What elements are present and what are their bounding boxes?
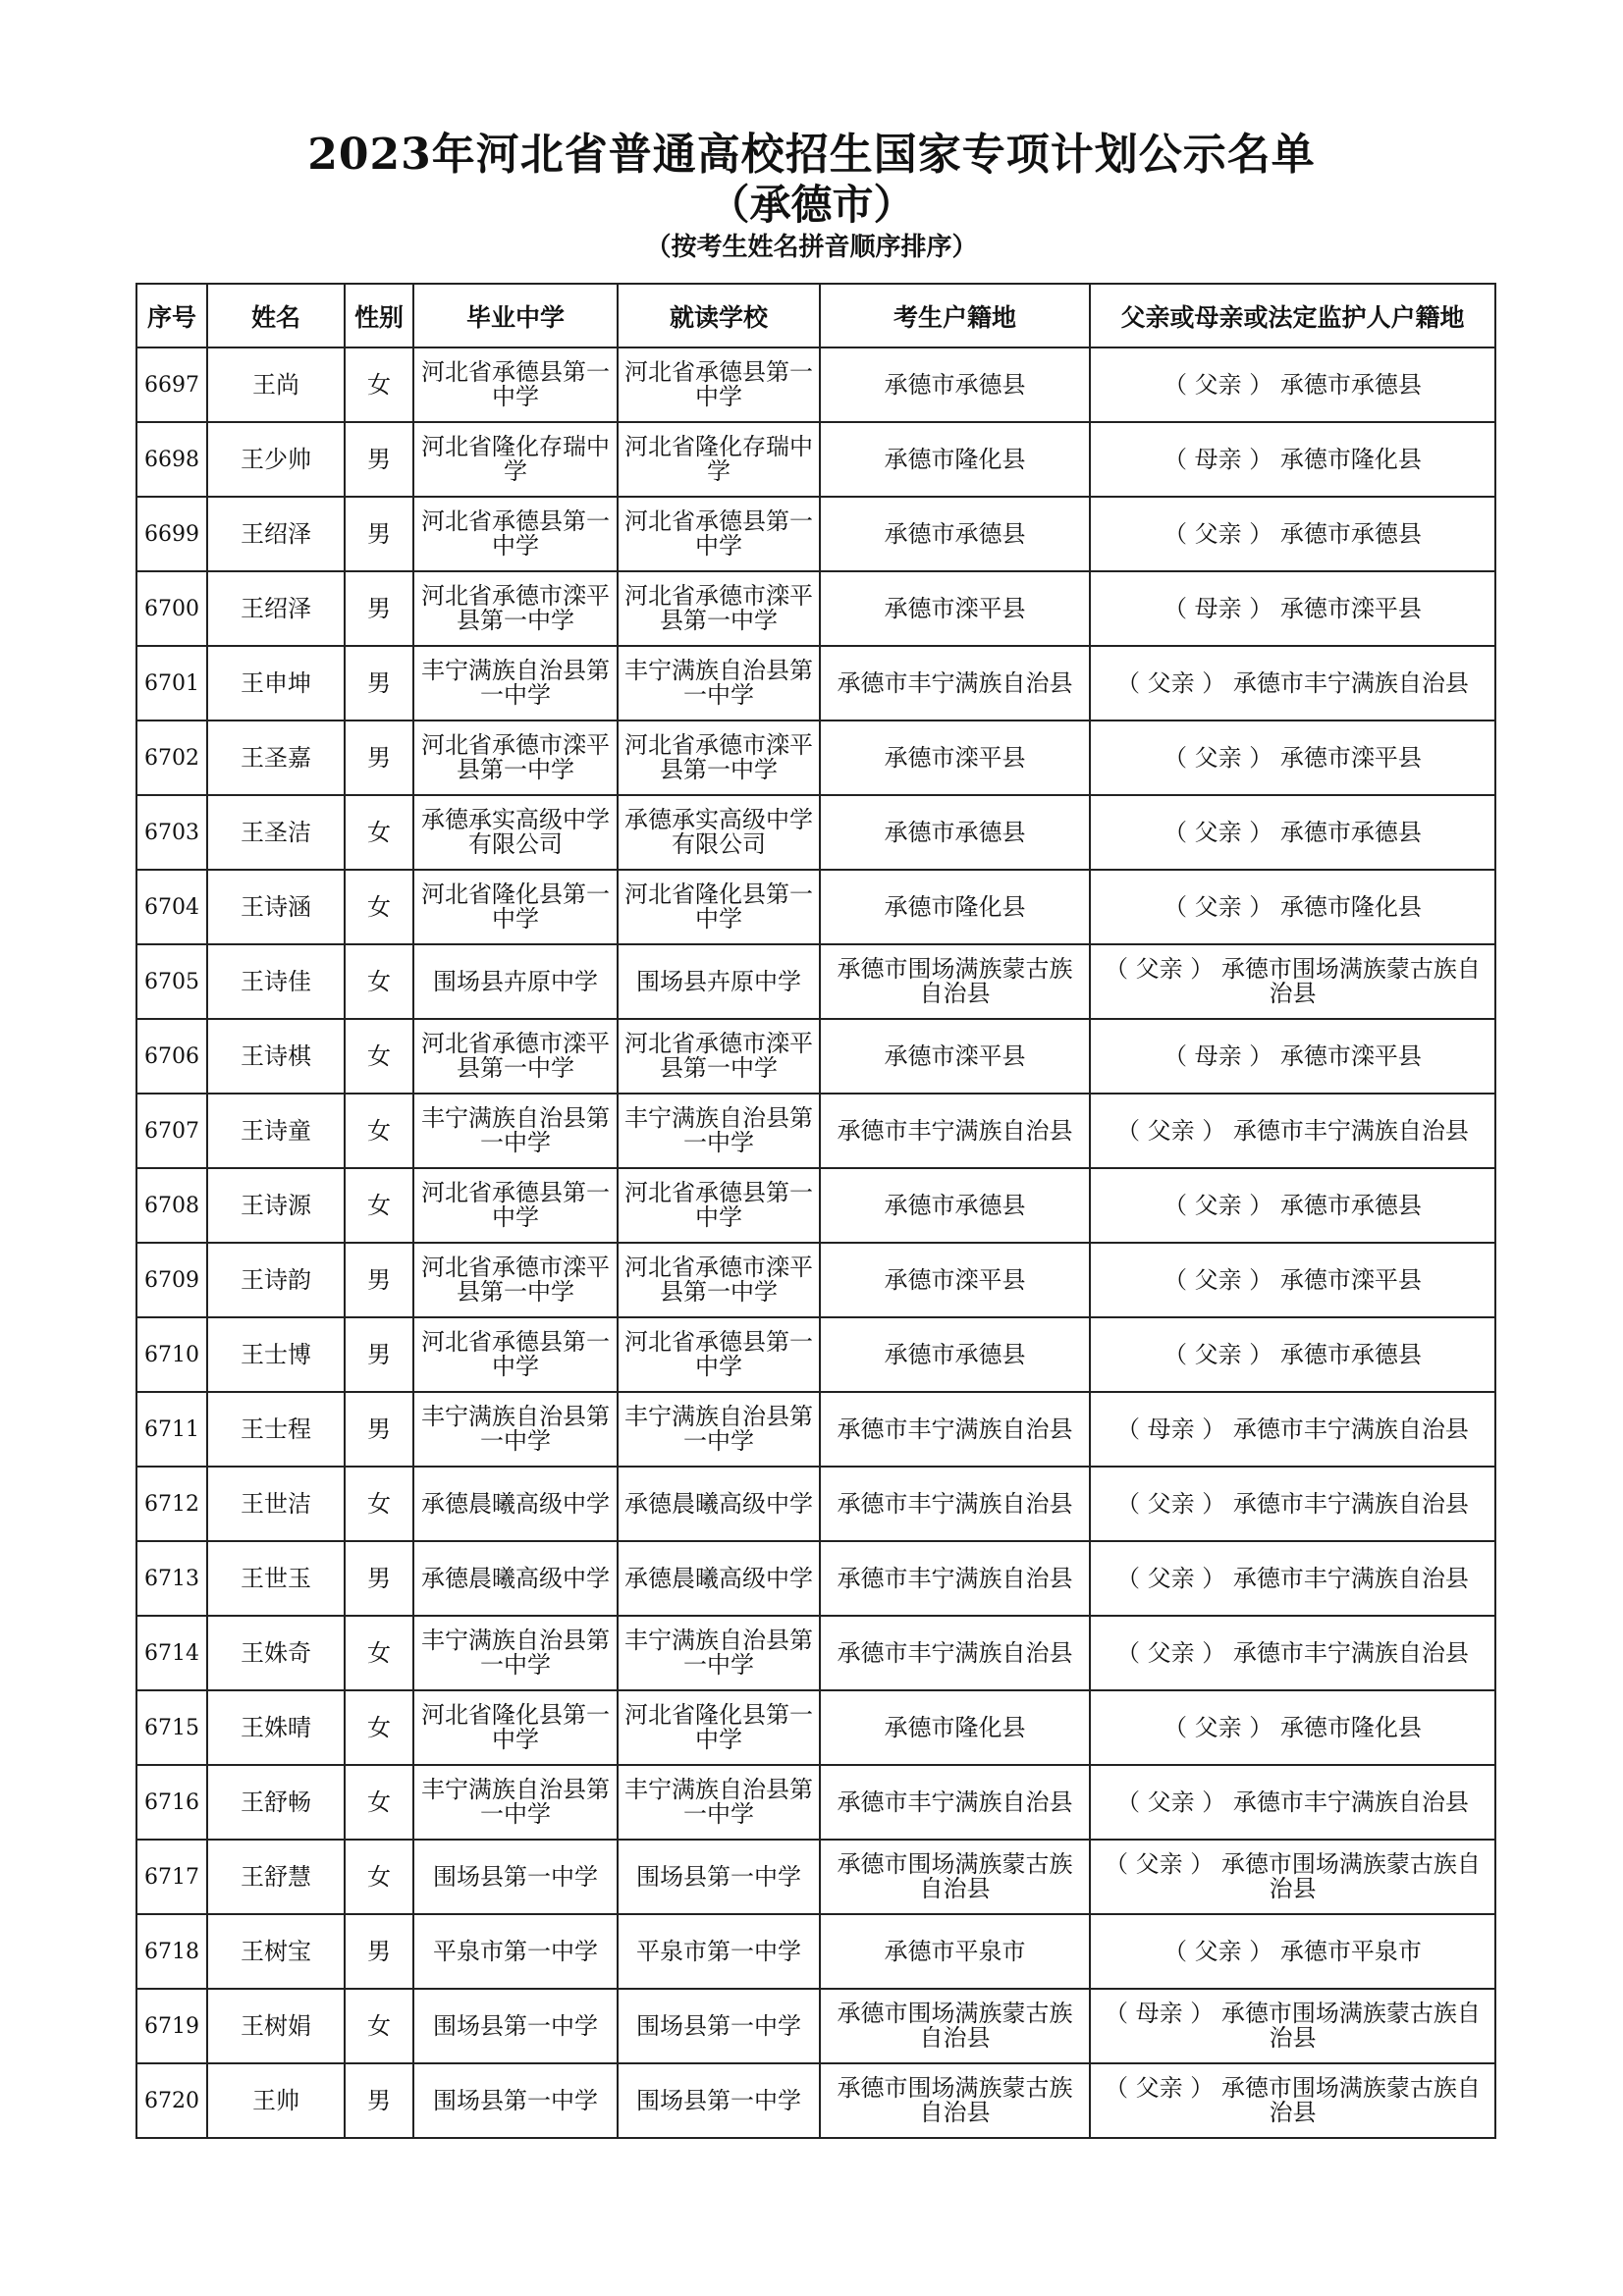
seq-cell: 6720 <box>136 2063 207 2138</box>
col-header-name: 姓名 <box>207 284 345 347</box>
guardian-household-cell: （ 父亲 ） 承德市围场满族蒙古族自治县 <box>1090 944 1495 1019</box>
guardian-household-cell: （ 父亲 ） 承德市平泉市 <box>1090 1914 1495 1989</box>
seq-cell: 6710 <box>136 1317 207 1392</box>
guardian-household-cell: （ 父亲 ） 承德市丰宁满族自治县 <box>1090 1094 1495 1168</box>
grad-school-cell: 河北省承德县第一中学 <box>413 497 618 571</box>
col-header-grad-school: 毕业中学 <box>413 284 618 347</box>
household-cell: 承德市隆化县 <box>820 1690 1090 1765</box>
name-cell: 王姝晴 <box>207 1690 345 1765</box>
grad-school-cell: 河北省隆化县第一中学 <box>413 870 618 944</box>
table-row <box>136 795 1495 870</box>
seq-cell: 6698 <box>136 422 207 497</box>
household-cell: 承德市滦平县 <box>820 1019 1090 1094</box>
household-cell: 承德市承德县 <box>820 795 1090 870</box>
gender-cell: 男 <box>345 1317 413 1392</box>
household-cell: 承德市丰宁满族自治县 <box>820 646 1090 721</box>
table-row <box>136 497 1495 571</box>
guardian-household-cell: （ 母亲 ） 承德市丰宁满族自治县 <box>1090 1392 1495 1467</box>
grad-school-cell: 平泉市第一中学 <box>413 1914 618 1989</box>
table-body <box>136 347 1495 2138</box>
current-school-cell: 围场县第一中学 <box>618 2063 820 2138</box>
guardian-household-cell: （ 父亲 ） 承德市承德县 <box>1090 497 1495 571</box>
grad-school-cell: 围场县卉原中学 <box>413 944 618 1019</box>
col-header-seq: 序号 <box>136 284 207 347</box>
seq-cell: 6697 <box>136 347 207 422</box>
roster-table <box>135 283 1496 2139</box>
table-row <box>136 347 1495 422</box>
table-row <box>136 1168 1495 1243</box>
grad-school-cell: 丰宁满族自治县第一中学 <box>413 646 618 721</box>
current-school-cell: 河北省承德县第一中学 <box>618 1317 820 1392</box>
household-cell: 承德市滦平县 <box>820 1243 1090 1317</box>
household-cell: 承德市丰宁满族自治县 <box>820 1392 1090 1467</box>
name-cell: 王诗棋 <box>207 1019 345 1094</box>
gender-cell: 女 <box>345 1168 413 1243</box>
guardian-household-cell: （ 父亲 ） 承德市隆化县 <box>1090 870 1495 944</box>
name-cell: 王世玉 <box>207 1541 345 1616</box>
grad-school-cell: 河北省隆化县第一中学 <box>413 1690 618 1765</box>
household-cell: 承德市丰宁满族自治县 <box>820 1467 1090 1541</box>
name-cell: 王诗源 <box>207 1168 345 1243</box>
guardian-household-cell: （ 父亲 ） 承德市丰宁满族自治县 <box>1090 1541 1495 1616</box>
grad-school-cell: 丰宁满族自治县第一中学 <box>413 1094 618 1168</box>
current-school-cell: 承德晨曦高级中学 <box>618 1541 820 1616</box>
gender-cell: 男 <box>345 1541 413 1616</box>
seq-cell: 6716 <box>136 1765 207 1840</box>
table-row <box>136 571 1495 646</box>
guardian-household-cell: （ 父亲 ） 承德市丰宁满族自治县 <box>1090 1467 1495 1541</box>
name-cell: 王尚 <box>207 347 345 422</box>
name-cell: 王世洁 <box>207 1467 345 1541</box>
sort-note: （按考生姓名拼音顺序排序） <box>645 233 978 262</box>
table-row <box>136 1392 1495 1467</box>
table-row <box>136 721 1495 795</box>
household-cell: 承德市围场满族蒙古族自治县 <box>820 1989 1090 2063</box>
table-row <box>136 1317 1495 1392</box>
table-row <box>136 1690 1495 1765</box>
seq-cell: 6717 <box>136 1840 207 1914</box>
name-cell: 王圣洁 <box>207 795 345 870</box>
gender-cell: 女 <box>345 1019 413 1094</box>
gender-cell: 男 <box>345 497 413 571</box>
gender-cell: 女 <box>345 1616 413 1690</box>
household-cell: 承德市围场满族蒙古族自治县 <box>820 944 1090 1019</box>
current-school-cell: 围场县第一中学 <box>618 1840 820 1914</box>
seq-cell: 6709 <box>136 1243 207 1317</box>
seq-cell: 6706 <box>136 1019 207 1094</box>
seq-cell: 6707 <box>136 1094 207 1168</box>
grad-school-cell: 承德承实高级中学有限公司 <box>413 795 618 870</box>
grad-school-cell: 河北省承德县第一中学 <box>413 1168 618 1243</box>
guardian-household-cell: （ 父亲 ） 承德市承德县 <box>1090 1168 1495 1243</box>
table-row <box>136 1541 1495 1616</box>
grad-school-cell: 围场县第一中学 <box>413 1989 618 2063</box>
gender-cell: 女 <box>345 795 413 870</box>
current-school-cell: 丰宁满族自治县第一中学 <box>618 1765 820 1840</box>
household-cell: 承德市丰宁满族自治县 <box>820 1094 1090 1168</box>
guardian-household-cell: （ 母亲 ） 承德市滦平县 <box>1090 1019 1495 1094</box>
gender-cell: 男 <box>345 571 413 646</box>
seq-cell: 6705 <box>136 944 207 1019</box>
grad-school-cell: 承德晨曦高级中学 <box>413 1467 618 1541</box>
name-cell: 王诗涵 <box>207 870 345 944</box>
guardian-household-cell: （ 父亲 ） 承德市隆化县 <box>1090 1690 1495 1765</box>
grad-school-cell: 河北省承德市滦平县第一中学 <box>413 1243 618 1317</box>
gender-cell: 女 <box>345 1989 413 2063</box>
guardian-household-cell: （ 父亲 ） 承德市承德县 <box>1090 347 1495 422</box>
current-school-cell: 承德晨曦高级中学 <box>618 1467 820 1541</box>
name-cell: 王姝奇 <box>207 1616 345 1690</box>
table-row <box>136 1467 1495 1541</box>
current-school-cell: 河北省承德县第一中学 <box>618 347 820 422</box>
household-cell: 承德市承德县 <box>820 347 1090 422</box>
seq-cell: 6718 <box>136 1914 207 1989</box>
seq-cell: 6715 <box>136 1690 207 1765</box>
table-row <box>136 944 1495 1019</box>
name-cell: 王诗童 <box>207 1094 345 1168</box>
col-header-current-school: 就读学校 <box>618 284 820 347</box>
page-title: 2023年河北省普通高校招生国家专项计划公示名单 <box>307 130 1316 180</box>
current-school-cell: 河北省承德市滦平县第一中学 <box>618 721 820 795</box>
seq-cell: 6708 <box>136 1168 207 1243</box>
household-cell: 承德市承德县 <box>820 497 1090 571</box>
grad-school-cell: 围场县第一中学 <box>413 2063 618 2138</box>
household-cell: 承德市承德县 <box>820 1317 1090 1392</box>
gender-cell: 女 <box>345 1094 413 1168</box>
gender-cell: 男 <box>345 721 413 795</box>
gender-cell: 女 <box>345 347 413 422</box>
name-cell: 王绍泽 <box>207 497 345 571</box>
name-cell: 王树宝 <box>207 1914 345 1989</box>
household-cell: 承德市丰宁满族自治县 <box>820 1765 1090 1840</box>
table-row <box>136 1094 1495 1168</box>
name-cell: 王少帅 <box>207 422 345 497</box>
grad-school-cell: 河北省承德市滦平县第一中学 <box>413 571 618 646</box>
name-cell: 王圣嘉 <box>207 721 345 795</box>
gender-cell: 男 <box>345 1243 413 1317</box>
col-header-guardian-household: 父亲或母亲或法定监护人户籍地 <box>1090 284 1495 347</box>
household-cell: 承德市围场满族蒙古族自治县 <box>820 2063 1090 2138</box>
guardian-household-cell: （ 父亲 ） 承德市丰宁满族自治县 <box>1090 646 1495 721</box>
guardian-household-cell: （ 父亲 ） 承德市承德县 <box>1090 1317 1495 1392</box>
gender-cell: 女 <box>345 1690 413 1765</box>
seq-cell: 6702 <box>136 721 207 795</box>
current-school-cell: 承德承实高级中学有限公司 <box>618 795 820 870</box>
seq-cell: 6712 <box>136 1467 207 1541</box>
grad-school-cell: 河北省承德县第一中学 <box>413 1317 618 1392</box>
household-cell: 承德市承德县 <box>820 1168 1090 1243</box>
household-cell: 承德市丰宁满族自治县 <box>820 1616 1090 1690</box>
col-header-household: 考生户籍地 <box>820 284 1090 347</box>
name-cell: 王舒畅 <box>207 1765 345 1840</box>
seq-cell: 6700 <box>136 571 207 646</box>
name-cell: 王绍泽 <box>207 571 345 646</box>
table-row <box>136 1616 1495 1690</box>
seq-cell: 6704 <box>136 870 207 944</box>
gender-cell: 男 <box>345 422 413 497</box>
grad-school-cell: 河北省隆化存瑞中学 <box>413 422 618 497</box>
seq-cell: 6703 <box>136 795 207 870</box>
gender-cell: 女 <box>345 870 413 944</box>
gender-cell: 男 <box>345 646 413 721</box>
seq-cell: 6711 <box>136 1392 207 1467</box>
current-school-cell: 河北省承德市滦平县第一中学 <box>618 1243 820 1317</box>
table-row <box>136 1765 1495 1840</box>
guardian-household-cell: （ 父亲 ） 承德市承德县 <box>1090 795 1495 870</box>
table-row <box>136 1914 1495 1989</box>
household-cell: 承德市丰宁满族自治县 <box>820 1541 1090 1616</box>
guardian-household-cell: （ 父亲 ） 承德市围场满族蒙古族自治县 <box>1090 1840 1495 1914</box>
current-school-cell: 河北省隆化县第一中学 <box>618 1690 820 1765</box>
table-row <box>136 2063 1495 2138</box>
gender-cell: 女 <box>345 944 413 1019</box>
grad-school-cell: 丰宁满族自治县第一中学 <box>413 1392 618 1467</box>
current-school-cell: 河北省承德市滦平县第一中学 <box>618 571 820 646</box>
name-cell: 王士博 <box>207 1317 345 1392</box>
name-cell: 王诗韵 <box>207 1243 345 1317</box>
gender-cell: 男 <box>345 1914 413 1989</box>
name-cell: 王士程 <box>207 1392 345 1467</box>
table-row <box>136 1989 1495 2063</box>
gender-cell: 女 <box>345 1467 413 1541</box>
guardian-household-cell: （ 父亲 ） 承德市丰宁满族自治县 <box>1090 1765 1495 1840</box>
guardian-household-cell: （ 父亲 ） 承德市滦平县 <box>1090 721 1495 795</box>
gender-cell: 男 <box>345 2063 413 2138</box>
page-subtitle: （承德市） <box>708 181 915 229</box>
table-row <box>136 1840 1495 1914</box>
name-cell: 王帅 <box>207 2063 345 2138</box>
name-cell: 王树娟 <box>207 1989 345 2063</box>
current-school-cell: 丰宁满族自治县第一中学 <box>618 1094 820 1168</box>
name-cell: 王舒慧 <box>207 1840 345 1914</box>
household-cell: 承德市平泉市 <box>820 1914 1090 1989</box>
grad-school-cell: 河北省承德市滦平县第一中学 <box>413 1019 618 1094</box>
household-cell: 承德市隆化县 <box>820 422 1090 497</box>
gender-cell: 男 <box>345 1392 413 1467</box>
gender-cell: 女 <box>345 1765 413 1840</box>
grad-school-cell: 丰宁满族自治县第一中学 <box>413 1616 618 1690</box>
seq-cell: 6719 <box>136 1989 207 2063</box>
name-cell: 王申坤 <box>207 646 345 721</box>
seq-cell: 6714 <box>136 1616 207 1690</box>
grad-school-cell: 围场县第一中学 <box>413 1840 618 1914</box>
current-school-cell: 河北省隆化县第一中学 <box>618 870 820 944</box>
table-row <box>136 646 1495 721</box>
col-header-gender: 性别 <box>345 284 413 347</box>
current-school-cell: 丰宁满族自治县第一中学 <box>618 1616 820 1690</box>
current-school-cell: 丰宁满族自治县第一中学 <box>618 646 820 721</box>
guardian-household-cell: （ 母亲 ） 承德市围场满族蒙古族自治县 <box>1090 1989 1495 2063</box>
table-row <box>136 1019 1495 1094</box>
table-header-row <box>136 284 1495 347</box>
grad-school-cell: 河北省承德县第一中学 <box>413 347 618 422</box>
current-school-cell: 围场县第一中学 <box>618 1989 820 2063</box>
grad-school-cell: 河北省承德市滦平县第一中学 <box>413 721 618 795</box>
guardian-household-cell: （ 母亲 ） 承德市滦平县 <box>1090 571 1495 646</box>
current-school-cell: 河北省承德市滦平县第一中学 <box>618 1019 820 1094</box>
guardian-household-cell: （ 父亲 ） 承德市滦平县 <box>1090 1243 1495 1317</box>
gender-cell: 女 <box>345 1840 413 1914</box>
seq-cell: 6713 <box>136 1541 207 1616</box>
current-school-cell: 平泉市第一中学 <box>618 1914 820 1989</box>
guardian-household-cell: （ 父亲 ） 承德市围场满族蒙古族自治县 <box>1090 2063 1495 2138</box>
grad-school-cell: 承德晨曦高级中学 <box>413 1541 618 1616</box>
seq-cell: 6701 <box>136 646 207 721</box>
household-cell: 承德市滦平县 <box>820 721 1090 795</box>
current-school-cell: 丰宁满族自治县第一中学 <box>618 1392 820 1467</box>
table-row <box>136 422 1495 497</box>
table-row <box>136 870 1495 944</box>
table-row <box>136 1243 1495 1317</box>
household-cell: 承德市滦平县 <box>820 571 1090 646</box>
guardian-household-cell: （ 母亲 ） 承德市隆化县 <box>1090 422 1495 497</box>
name-cell: 王诗佳 <box>207 944 345 1019</box>
current-school-cell: 河北省承德县第一中学 <box>618 1168 820 1243</box>
guardian-household-cell: （ 父亲 ） 承德市丰宁满族自治县 <box>1090 1616 1495 1690</box>
household-cell: 承德市围场满族蒙古族自治县 <box>820 1840 1090 1914</box>
current-school-cell: 围场县卉原中学 <box>618 944 820 1019</box>
current-school-cell: 河北省隆化存瑞中学 <box>618 422 820 497</box>
household-cell: 承德市隆化县 <box>820 870 1090 944</box>
seq-cell: 6699 <box>136 497 207 571</box>
grad-school-cell: 丰宁满族自治县第一中学 <box>413 1765 618 1840</box>
current-school-cell: 河北省承德县第一中学 <box>618 497 820 571</box>
